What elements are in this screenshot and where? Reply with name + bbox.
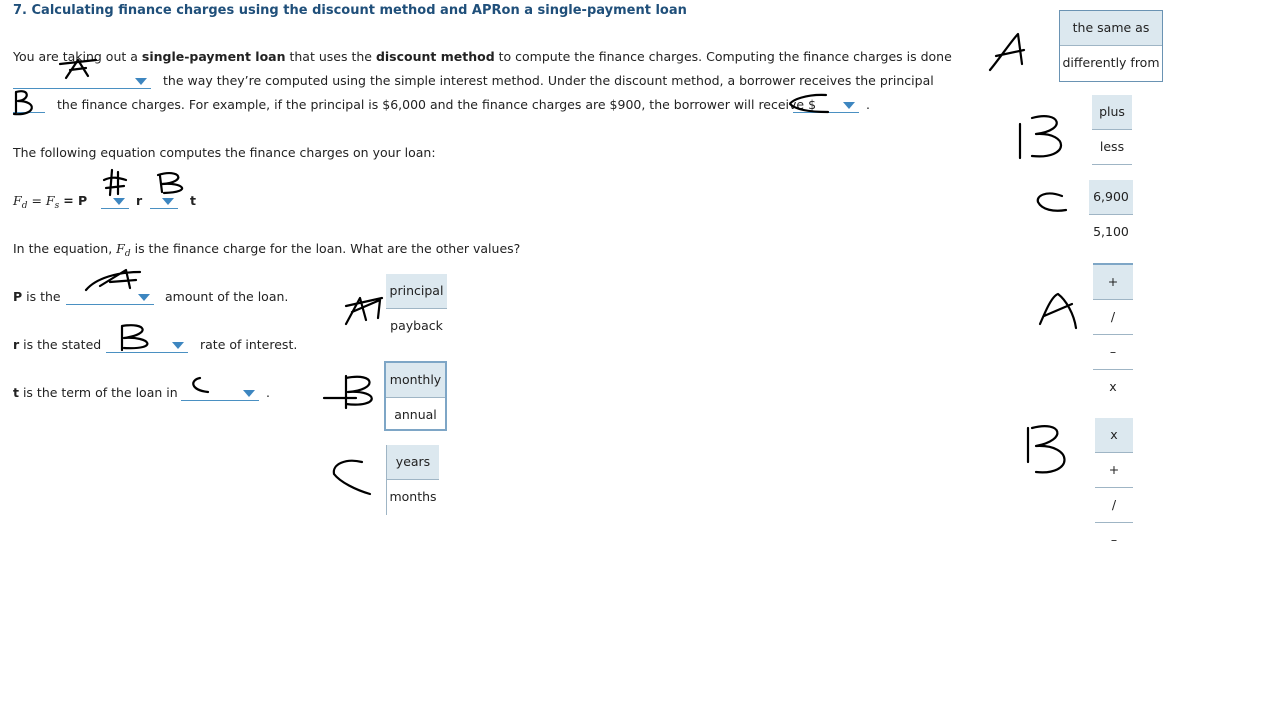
p1-bold-single-payment: single-payment loan	[141, 49, 286, 64]
option-monthly[interactable]: monthly	[386, 363, 445, 398]
t-label: t	[13, 385, 19, 400]
eq-fd: F	[13, 193, 22, 208]
hand-letter-c-2	[193, 378, 208, 392]
p1-text-e: to compute the finance charges. Computing the finance charges is done	[494, 49, 952, 64]
hand-letter-a-3	[86, 270, 140, 290]
option-op-b-minus[interactable]: –	[1110, 532, 1118, 547]
eq-r: r	[136, 193, 143, 208]
option-months[interactable]: months	[389, 489, 437, 504]
option-plus[interactable]: plus	[1092, 95, 1132, 130]
hand-letter-b-4	[324, 376, 372, 408]
p-text-a: is the	[22, 289, 61, 304]
hand-letter-c-4	[1038, 194, 1066, 211]
option-annual[interactable]: annual	[394, 407, 437, 422]
p1-text-c: that uses the	[285, 49, 376, 64]
eq-p: = P	[63, 193, 88, 208]
p-text-b: amount of the loan.	[165, 289, 289, 304]
eq-fs-sub: s	[54, 201, 60, 211]
p-label: P	[13, 289, 23, 304]
option-5100[interactable]: 5,100	[1093, 224, 1129, 239]
p2-text: the way they’re computed using the simple interest method. Under the discount method, a borrower receives the principal	[163, 73, 934, 88]
hand-letter-b-3	[122, 325, 147, 350]
question-title: 7. Calculating finance charges using the discount method and APRon a single-payment loan	[13, 3, 687, 18]
option-6900[interactable]: 6,900	[1089, 180, 1133, 215]
t-text-a: is the term of the loan in	[18, 385, 178, 400]
eq-fs: F	[45, 193, 55, 208]
option-op-b-times[interactable]: x	[1095, 418, 1133, 453]
q-var-sub: d	[124, 249, 131, 259]
r-text-b: rate of interest.	[200, 337, 298, 352]
option-op-b-divide[interactable]: /	[1095, 488, 1133, 523]
option-payback[interactable]: payback	[390, 318, 443, 333]
option-op-a-divide[interactable]: /	[1093, 300, 1133, 335]
p3-text: the finance charges. For example, if the principal is $6,000 and the finance charges are $900, the borrower will receive $	[57, 97, 817, 112]
hand-letter-c-1	[790, 95, 828, 112]
option-differently-from[interactable]: differently from	[1062, 55, 1160, 70]
t-text-b: .	[266, 385, 270, 400]
option-op-a-times[interactable]: x	[1109, 379, 1117, 394]
eq-equals: =	[31, 193, 42, 208]
option-op-a-minus[interactable]: –	[1093, 335, 1133, 370]
option-years[interactable]: years	[387, 445, 439, 480]
hand-letter-a-4	[346, 298, 382, 324]
equation-intro: The following equation computes the finance charges on your loan:	[13, 145, 436, 160]
r-text-a: is the stated	[19, 337, 102, 352]
hand-letter-b-6	[1028, 426, 1065, 472]
hand-letter-b-5	[1020, 116, 1061, 158]
hand-letter-a-5	[990, 34, 1024, 70]
hand-letter-a-6	[1040, 294, 1076, 328]
hand-letter-b-1	[14, 91, 32, 114]
option-same-as[interactable]: the same as	[1060, 11, 1162, 46]
q-text-b: is the finance charge for the loan. What are the other values?	[130, 241, 521, 256]
q-text-a: In the equation,	[13, 241, 117, 256]
q-var: F	[116, 241, 125, 256]
hand-letter-a-1	[60, 60, 96, 78]
option-principal[interactable]: principal	[386, 274, 447, 309]
p1-bold-discount-method: discount method	[375, 49, 495, 64]
r-label: r	[13, 337, 20, 352]
option-op-b-plus[interactable]: +	[1095, 453, 1133, 488]
hand-letter-c-3	[334, 461, 370, 494]
p1-text-a: You are taking out a	[13, 49, 142, 64]
hand-letter-b-2	[158, 173, 182, 193]
p3-period: .	[866, 97, 870, 112]
option-less[interactable]: less	[1092, 130, 1132, 165]
eq-fd-sub: d	[21, 201, 28, 211]
option-op-a-plus[interactable]: +	[1093, 265, 1133, 300]
hand-letter-a-2	[104, 170, 126, 195]
eq-t: t	[190, 193, 196, 208]
